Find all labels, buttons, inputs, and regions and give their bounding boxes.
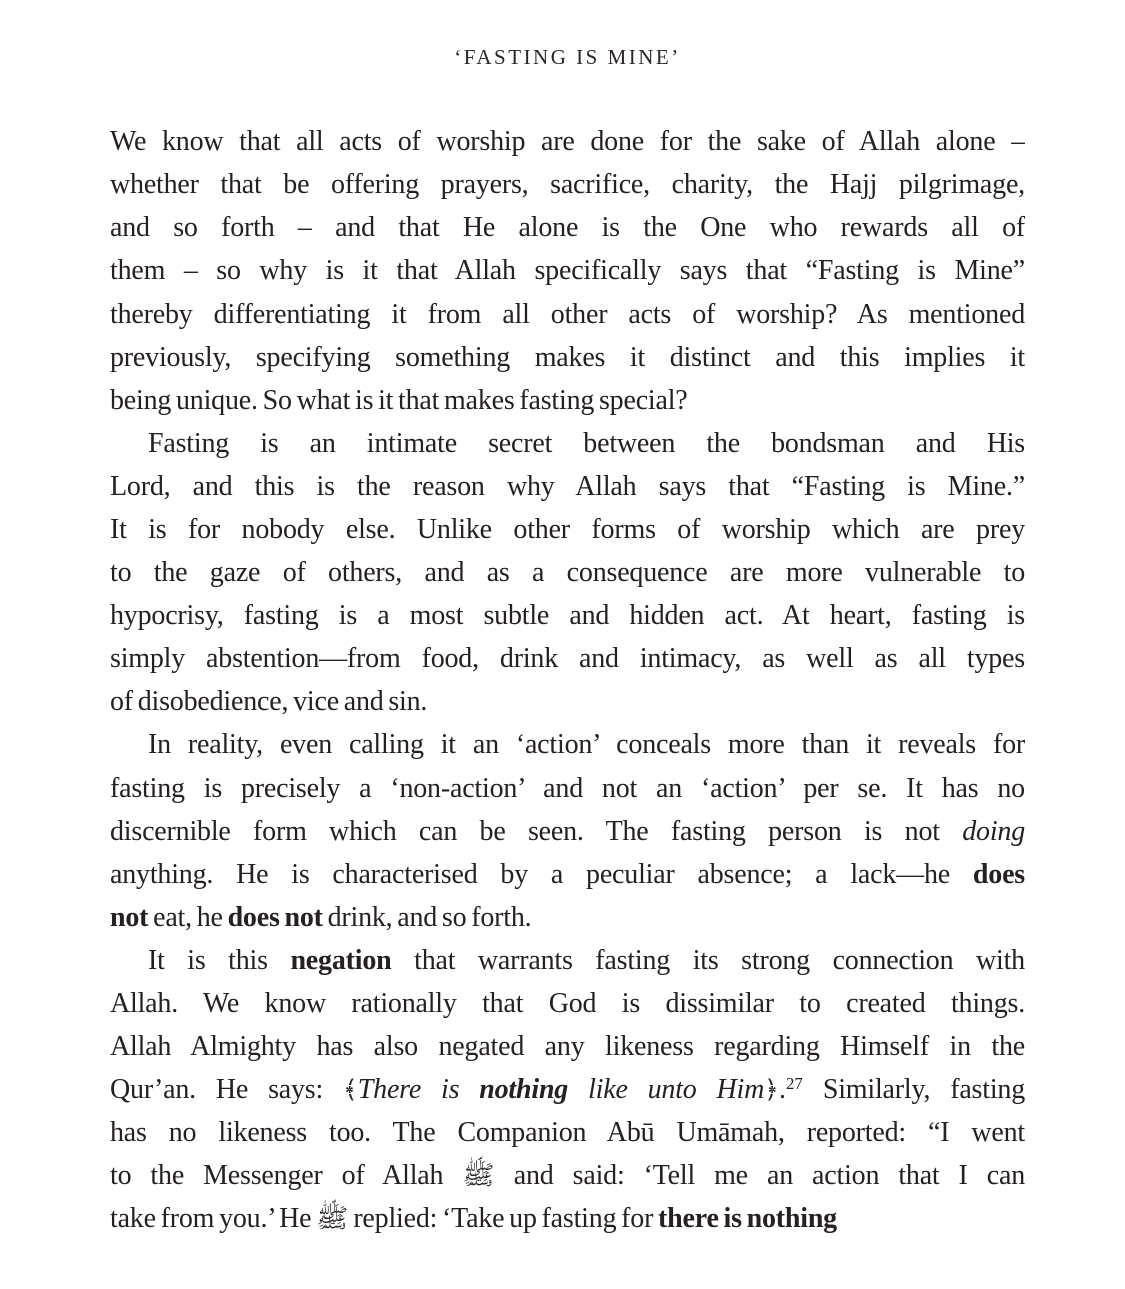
text-line [110,551,1025,594]
text-line [110,723,1025,766]
text-line [110,1154,1025,1197]
bold-text-run: does [972,858,1025,890]
text-line [110,680,1025,723]
bold-text-run: there is nothing [658,1203,837,1235]
salawat-calligraphy-icon: ﷺ [316,1203,349,1235]
text-run: previously, specifying something makes it distinct and this implies it [110,341,1025,373]
text-line [110,982,1025,1025]
bold-italic-text-run: nothing [479,1074,569,1106]
text-line [110,810,1025,853]
salawat-calligraphy-icon: ﷺ [462,1160,495,1192]
italic-text-run: There is [357,1074,480,1106]
running-header [110,28,1025,86]
text-run: hypocrisy, fasting is a most subtle and hidden act. At heart, fasting is [110,600,1025,632]
quranic-open-bracket-icon: ﴾ [343,1075,358,1105]
text-run: simply abstention—from food, drink and intimacy, as well as all types [110,643,1025,675]
text-line [110,293,1025,336]
text-line [110,249,1025,292]
paragraph [110,120,1025,422]
text-run: and said: ‘Tell me an action that I can [494,1160,1025,1192]
text-run: them – so why is it that Allah specifically says that “Fasting is Mine” [110,255,1025,287]
text-run: Lord, and this is the reason why Allah says that “Fasting is Mine.” [110,470,1025,502]
text-line [110,422,1025,465]
text-line [110,637,1025,680]
bold-text-run: not [110,901,149,933]
text-run: discernible form which can be seen. The fasting person is not [110,815,963,847]
text-run: fasting is precisely a ‘non-action’ and not an ‘action’ per se. It has no [110,772,1025,804]
text-line [110,206,1025,249]
text-run: Similarly, fasting [802,1074,1025,1106]
text-run: thereby differentiating it from all other acts of worship? As mentioned [110,298,1025,330]
text-run: In reality, even calling it an ‘action’ conceals more than it reveals for [148,729,1025,761]
paragraph [110,723,1025,938]
text-line [110,767,1025,810]
text-run: anything. He is characterised by a peculiar absence; a lack—he [110,858,973,890]
text-line [110,1068,1025,1111]
text-run: that warrants fasting its strong connection with [391,944,1025,976]
text-line [110,379,1025,422]
text-run: of disobedience, vice and sin. [110,686,428,718]
text-run: . [778,1074,786,1106]
text-run: Allah Almighty has also negated any likeness regarding Himself in the [110,1031,1025,1063]
text-line [110,939,1025,982]
page-title: ‘FASTING IS MINE’ [454,45,681,70]
text-run: Allah. We know rationally that God is dissimilar to created things. [110,988,1025,1019]
text-run: eat, he [148,901,228,933]
bold-text-run: negation [290,944,392,976]
bold-text-run: does not [227,901,323,933]
quranic-close-bracket-icon: ﴿ [764,1075,779,1105]
text-run: to the Messenger of Allah [110,1160,463,1192]
text-line [110,120,1025,163]
text-line [110,163,1025,206]
italic-text-run: like unto Him [568,1074,765,1106]
text-run: Qur’an. He says: [110,1074,344,1106]
italic-text-run: doing [962,815,1025,847]
text-line [110,336,1025,379]
text-line [110,508,1025,551]
text-line [110,1025,1025,1068]
text-line [110,853,1025,896]
text-run: Fasting is an intimate secret between the bondsman and His [148,427,1025,459]
text-run: It is this [148,944,291,976]
text-run: to the gaze of others, and as a consequence are more vulnerable to [110,557,1025,589]
text-run: take from you.’ He [110,1203,317,1235]
text-run: drink, and so forth. [322,901,532,933]
text-line [110,1111,1025,1154]
text-run: It is for nobody else. Unlike other forms of worship which are prey [110,513,1025,545]
text-run: whether that be offering prayers, sacrifice, charity, the Hajj pilgrimage, [110,169,1025,201]
text-line [110,1197,1025,1240]
text-run: replied: ‘Take up fasting for [348,1203,659,1235]
footnote-reference: 27 [785,1073,803,1093]
text-run: has no likeness too. The Companion Abū Umāmah, reported: “I went [110,1117,1025,1149]
text-line [110,594,1025,637]
paragraph [110,422,1025,724]
text-line [110,465,1025,508]
text-run: We know that all acts of worship are done for the sake of Allah alone – [110,126,1025,158]
text-run: and so forth – and that He alone is the One who rewards all of [110,212,1025,244]
text-run: being unique. So what is it that makes fasting special? [110,384,688,416]
text-line [110,896,1025,939]
paragraph [110,939,1025,1241]
body-text [110,120,1025,1240]
